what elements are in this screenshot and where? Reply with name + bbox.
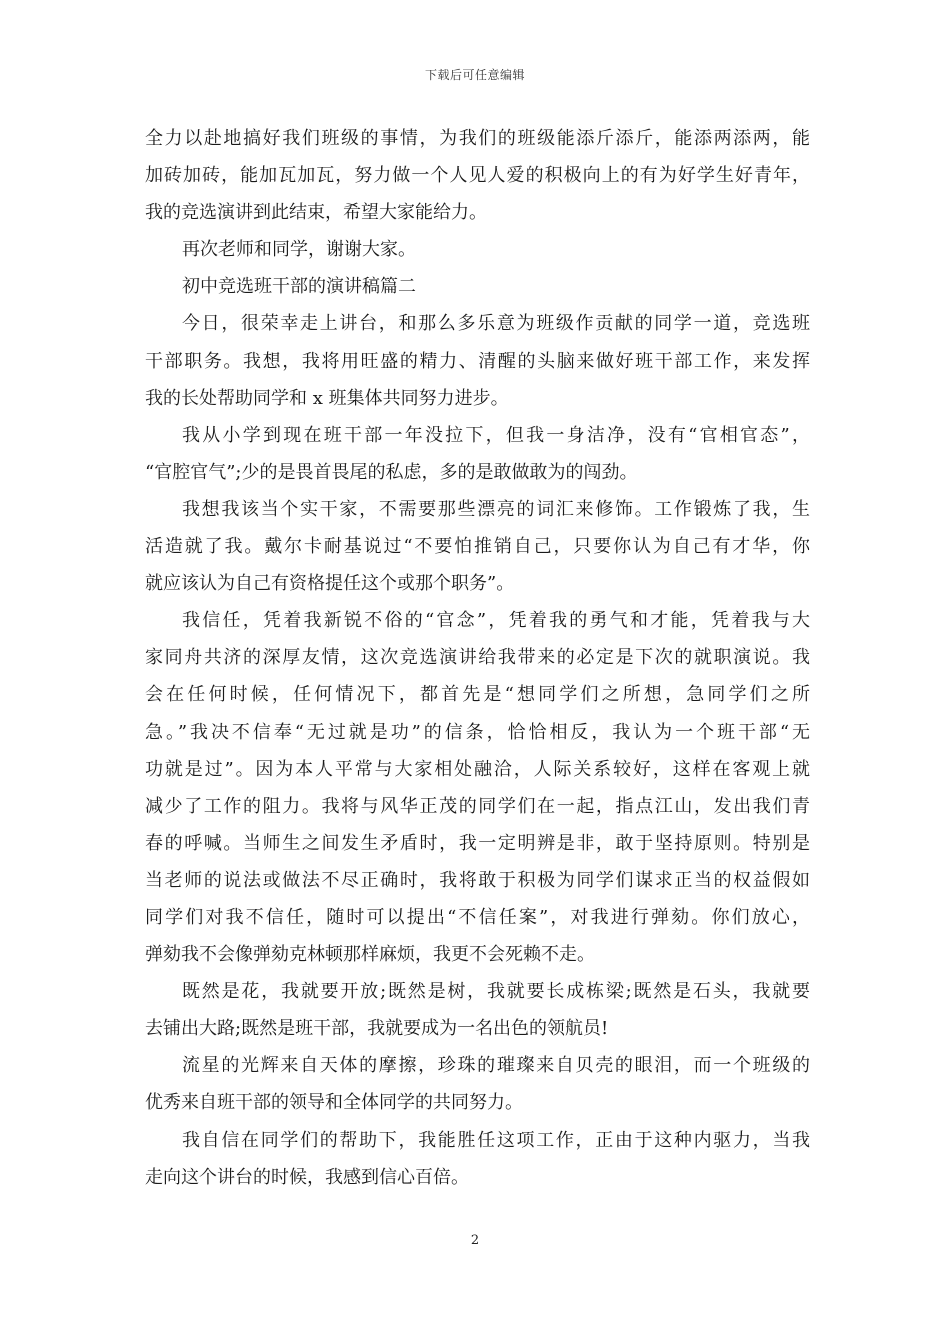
- text-line: 我想我该当个实干家，不需要那些漂亮的词汇来修饰。工作锻炼了我，生: [182, 498, 810, 520]
- paragraph: [145, 973, 810, 1047]
- text-line: 春的呼喊。当师生之间发生矛盾时，我一定明辨是非，敢于坚持原则。特别是: [145, 832, 810, 854]
- paragraph: [145, 305, 810, 416]
- text-line: 我自信在同学们的帮助下，我能胜任这项工作，正由于这种内驱力，当我: [182, 1129, 810, 1151]
- text-line: 弹劾我不会像弹劾克林顿那样麻烦，我更不会死赖不走。: [145, 944, 595, 966]
- text-line: 家同舟共济的深厚友情，这次竞选演讲给我带来的必定是下次的就职演说。我: [145, 647, 810, 669]
- text-line: “官腔官气”;少的是畏首畏尾的私虑，多的是敢做敢为的闯劲。: [145, 461, 638, 483]
- text-line: 同学们对我不信任，随时可以提出“不信任案”，对我进行弹劾。你们放心，: [145, 906, 810, 928]
- text-line: 全力以赴地搞好我们班级的事情，为我们的班级能添斤添斤，能添两添两，能: [145, 128, 810, 149]
- text-line: 会在任何时候，任何情况下，都首先是“想同学们之所想，急同学们之所: [145, 684, 810, 706]
- text-line: 我信任，凭着我新锐不俗的“官念”，凭着我的勇气和才能，凭着我与大: [182, 610, 810, 632]
- text-line: 减少了工作的阻力。我将与风华正茂的同学们在一起，指点江山，发出我们青: [145, 795, 810, 817]
- text-line: 活造就了我。戴尔卡耐基说过“不要怕推销自己，只要你认为自己有才华，你: [145, 536, 810, 558]
- text-line: 急。”我决不信奉“无过就是功”的信条，恰恰相反，我认为一个班干部“无: [145, 721, 810, 743]
- text-line: 初中竞选班干部的演讲稿篇二: [182, 276, 416, 298]
- text-line: 再次老师和同学，谢谢大家。: [182, 239, 416, 261]
- paragraph: [145, 1047, 810, 1121]
- text-line: 就应该认为自己有资格提任这个或那个职务”。: [145, 573, 515, 595]
- text-line: 当老师的说法或做法不尽正确时，我将敢于积极为同学们谋求正当的权益假如: [145, 869, 810, 891]
- paragraph: [145, 268, 810, 305]
- paragraph: [145, 602, 810, 973]
- page-number: 2: [470, 1233, 480, 1248]
- paragraph: [145, 491, 810, 602]
- text-line: 功就是过”。因为本人平常与大家相处融洽，人际关系较好，这样在客观上就: [145, 758, 810, 780]
- text-line: 流星的光辉来自天体的摩擦，珍珠的璀璨来自贝壳的眼泪，而一个班级的: [182, 1055, 810, 1077]
- page-header: 下载后可任意编辑: [424, 68, 525, 82]
- text-line: 我的竞选演讲到此结束，希望大家能给力。: [145, 202, 487, 224]
- text-line: 优秀来自班干部的领导和全体同学的共同努力。: [145, 1092, 523, 1114]
- paragraph: [145, 1122, 810, 1196]
- document-body: [145, 120, 810, 1196]
- text-line: 我的长处帮助同学和 x 班集体共同努力进步。: [145, 387, 509, 409]
- text-line: 走向这个讲台的时候，我感到信心百倍。: [145, 1166, 469, 1188]
- text-line: 今日，很荣幸走上讲台，和那么多乐意为班级作贡献的同学一道，竞选班: [182, 313, 810, 335]
- text-line: 去铺出大路;既然是班干部，我就要成为一名出色的领航员!: [145, 1018, 609, 1040]
- text-line: 既然是花，我就要开放;既然是树，我就要长成栋梁;既然是石头，我就要: [182, 981, 810, 1003]
- paragraph: [145, 417, 810, 491]
- text-line: 我从小学到现在班干部一年没拉下，但我一身洁净，没有“官相官态”，: [182, 424, 810, 446]
- text-line: 加砖加砖，能加瓦加瓦，努力做一个人见人爱的积极向上的有为好学生好青年，: [145, 165, 810, 187]
- paragraph: [145, 231, 810, 268]
- paragraph: [145, 120, 810, 231]
- text-line: 干部职务。我想，我将用旺盛的精力、清醒的头脑来做好班干部工作，来发挥: [145, 350, 810, 372]
